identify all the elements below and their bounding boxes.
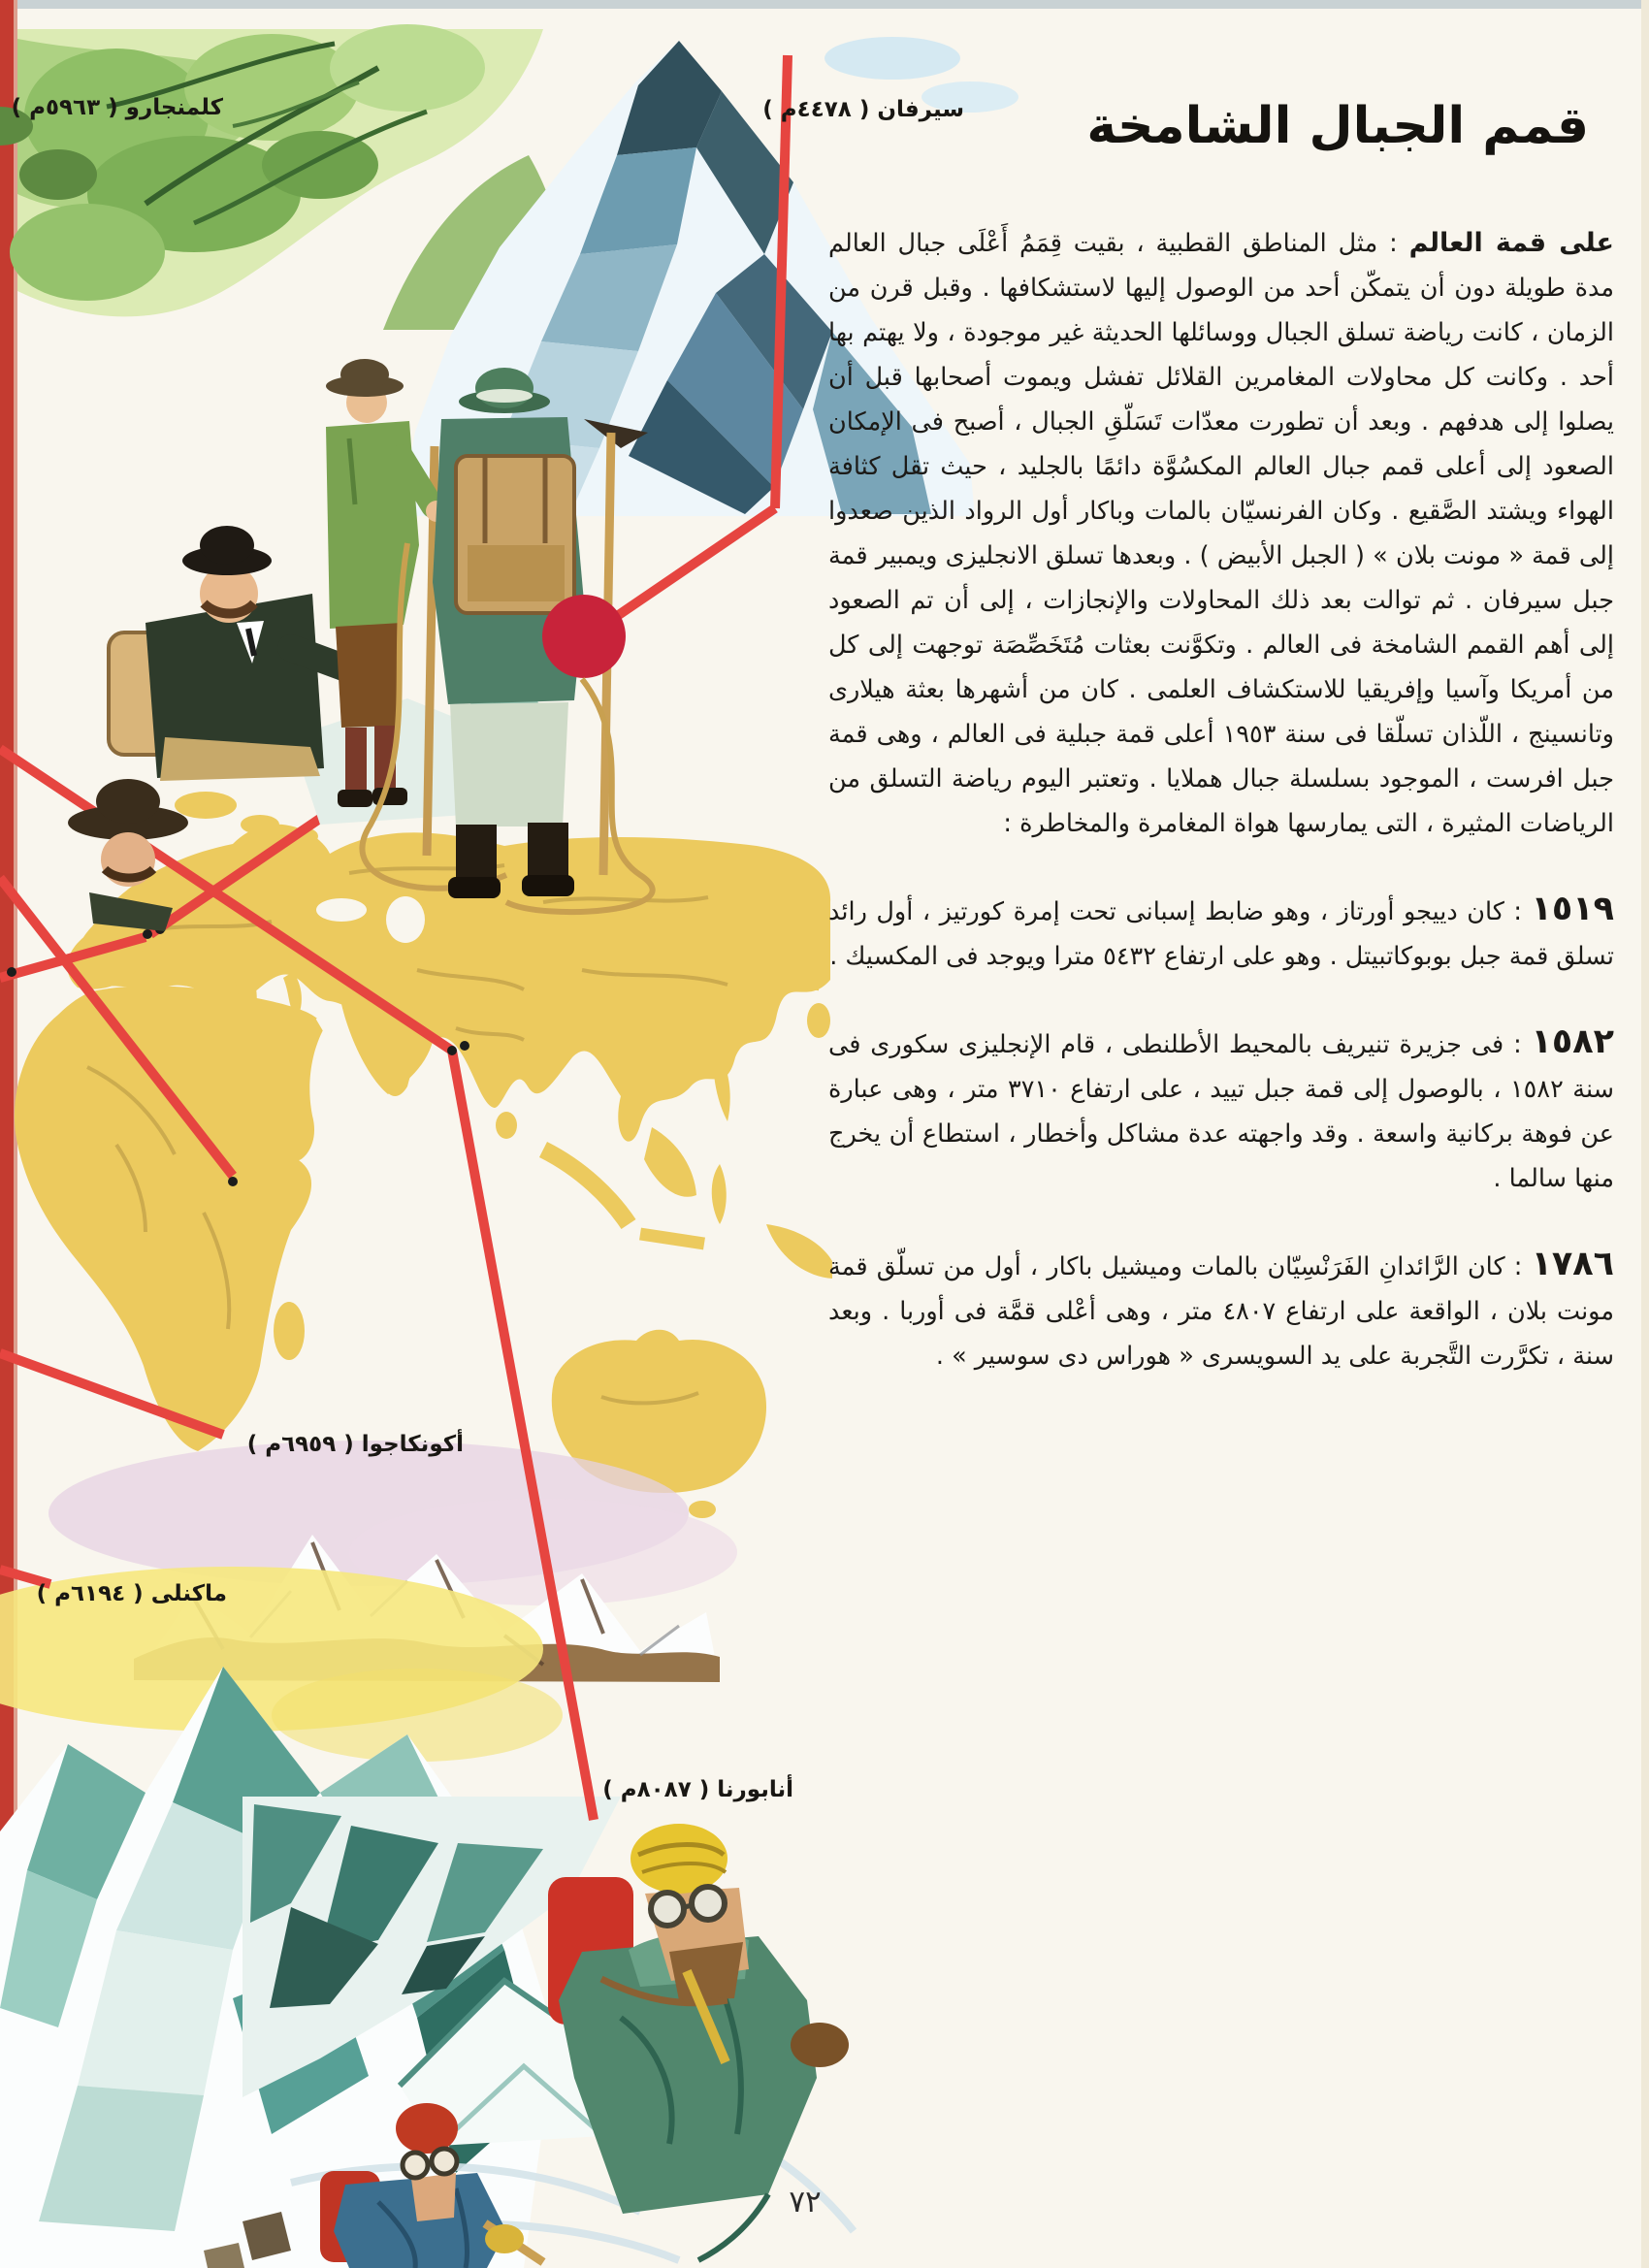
label-cervin: سيرفان ( ٤٤٧٨م ) xyxy=(762,97,964,122)
entry-1786-sep: : xyxy=(1504,1252,1532,1281)
page-number: ٧٢ xyxy=(789,2185,822,2219)
lead-paragraph-text: مثل المناطق القطبية ، بقيت قِمَمُ أَعْلَى جبال العالم مدة طويلة دون أن يتمكّن أحد من الوصول إليها لاستشكافها . وقبل قرن من الزمان ، كانت رياضة تسلق الجبال ووسائلها الحديثة غير موجودة ، ولا يهتم بها أحد . وكانت كل محاولات المغامرين القلائل تفشل ويموت أصحابها قبل أن يصلوا إلى هدفهم . وبعد أن تطورت معدّات تَسَلّقِ الجبال ، أصبح فى الإمكان الصعود إلى أعلى قمم جبال العالم المكسُوَّة دائمًا بالجليد ، حيث تقل كثافة الهواء ويشتد الصَّقيع . وكان الفرنسيّان بالمات وباكار أول الرواد الذين صعدوا إلى قمة « مونت بلان » ( الجبل الأبيض ) . وبعدها تسلق الانجليزى ويمبير قمة جبل سيرفان . ثم توالت بعد ذلك المحاولات والإنجازات ، إلى أن تم الصعود إلى أهم القمم الشامخة فى العالم . وتكوَّنت بعثات مُتَخَصِّصَة توجهت إلى كل من أمريكا وآسيا وإفريقيا للاستكشاف العلمى . كان من أشهرها بعثة هيلارى وتانسينج ، اللّذان تسلّقا فى سنة ١٩٥٣ أعلى قمة جبلية فى العالم ، وهى قمة جبل افرست ، الموجود بسلسلة جبال هملايا . وتعتبر اليوم رياضة التسلق من الرياضات المثيرة ، التى يمارسها هواة المغامرة والمخاطرة : xyxy=(828,229,1614,838)
entry-1519-text: كان دييجو أورتاز ، وهو ضابط إسبانى تحت إمرة كورتيز ، أول رائد تسلق قمة جبل بوبوكاتبيتل . وهو على ارتفاع ٥٤٣٢ مترا ويوجد فى المكسيك . xyxy=(828,897,1614,971)
page-title: قمم الجبال الشامخة xyxy=(1086,97,1589,155)
entry-1786-year: ١٧٨٦ xyxy=(1531,1245,1615,1283)
entry-1582-sep: : xyxy=(1504,1030,1532,1059)
label-kilimanjaro: كلمنجارو ( ٥٩٦٣م ) xyxy=(11,95,223,120)
lead-paragraph-title: على قمة العالم xyxy=(1408,228,1614,258)
entry-1519-sep: : xyxy=(1504,897,1532,926)
entry-1519-year: ١٥١٩ xyxy=(1531,890,1614,928)
entry-1786-text: كان الرَّائدانِ الفَرَنْسِيّان بالمات وميشيل باكار ، أول من تسلّق قمة مونت بلان ، الواقعة على ارتفاع ٤٨٠٧ متر ، وهى أعْلى قمَّة فى أوربا . وبعد سنة ، تكرَّرت التَّجربة على يد السويسرى « هوراس دى سوسير » . xyxy=(828,1252,1614,1371)
entry-1786 xyxy=(828,1242,1614,1378)
lead-separator: : xyxy=(1377,229,1409,258)
entry-1582-year: ١٥٨٢ xyxy=(1531,1022,1614,1061)
vintage-climbers-illustration xyxy=(68,359,653,931)
entry-1582 xyxy=(828,1020,1614,1201)
entry-1519 xyxy=(828,887,1614,979)
label-annapurna: أنابورنا ( ٨٠٨٧م ) xyxy=(602,1777,793,1802)
article-column xyxy=(828,97,1614,1378)
entry-1582-text: فى جزيرة تنيريف بالمحيط الأطلنطى ، قام الإنجليزى سكورى فى سنة ١٥٨٢ ، بالوصول إلى قمة جبل تييد ، على ارتفاع ٣٧١٠ متر ، وهى عبارة عن فوهة بركانية واسعة . وقد واجهته عدة مشاكل وأخطار ، استطاع أن يخرج منها سالما . xyxy=(828,1030,1615,1193)
world-map-illustration xyxy=(15,792,832,1518)
label-mckinley: ماكنلى ( ٦١٩٤م ) xyxy=(36,1581,227,1606)
label-aconcagua: أكونكاجوا ( ٦٩٥٩م ) xyxy=(246,1432,464,1457)
lead-paragraph xyxy=(828,221,1614,846)
